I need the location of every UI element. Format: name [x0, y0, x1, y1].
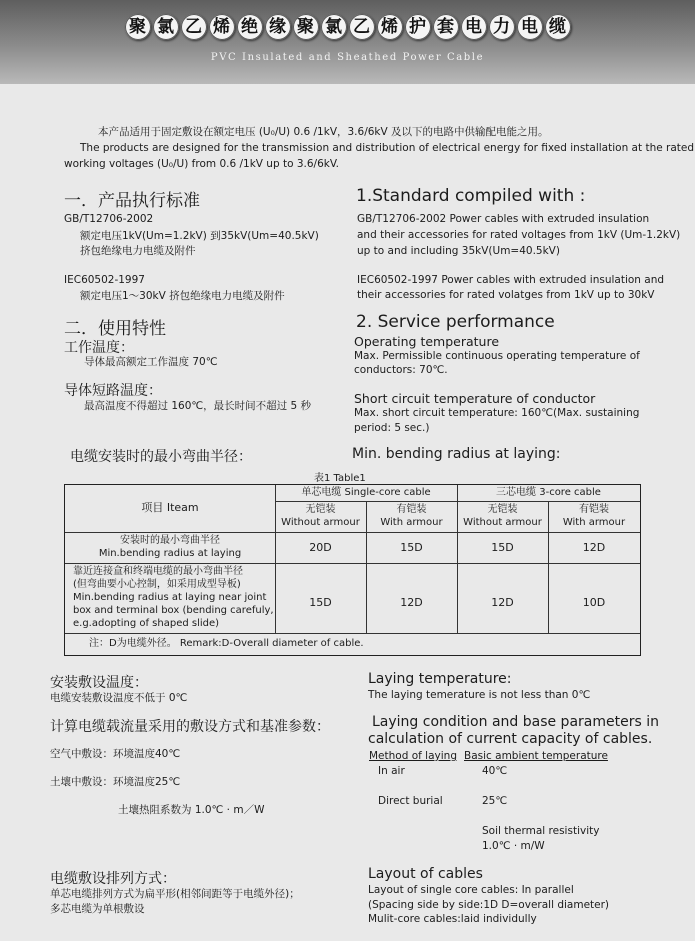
- bending-heading-cn: 电缆安装时的最小弯曲半径：: [70, 449, 252, 465]
- title-char: 电: [461, 14, 487, 40]
- title-char: 聚: [293, 14, 319, 40]
- service-heading-en: 2. Service performance: [356, 312, 555, 332]
- standard-gb: GB/T12706-2002: [64, 213, 154, 225]
- layout-cn-l2: 多芯电缆为单根敷设: [50, 903, 145, 915]
- table-cell: 15D: [491, 541, 514, 554]
- standard-en-l2: and their accessories for rated voltages from 1kV (Um-1.2kV): [357, 229, 681, 241]
- temp-air: 40℃: [482, 765, 508, 777]
- soil-resistivity-value: 1.0℃ · m/W: [482, 840, 545, 852]
- operating-temp-heading-en: Operating temperature: [354, 334, 500, 349]
- standard-en-l4: IEC60502-1997 Power cables with extruded insulation and: [357, 274, 665, 286]
- title-char: 氯: [153, 14, 179, 40]
- table-cell: 15D: [400, 541, 423, 554]
- laying-temp-heading-cn: 安装敷设温度：: [50, 675, 148, 691]
- layout-heading-en: Layout of cables: [368, 866, 483, 882]
- table-subheader-cn: 无铠装: [305, 504, 336, 515]
- intro-en-line2: working voltages (U₀/U) from 0.6 /1kV up to 3.6/6kV.: [64, 158, 339, 170]
- table-single-core-header: 单芯电缆 Single-core cable: [301, 487, 431, 498]
- title-char: 聚: [125, 14, 151, 40]
- title-char: 力: [489, 14, 515, 40]
- operating-temp-heading-cn: 工作温度：: [64, 340, 134, 356]
- table-caption: 表1 Table1: [314, 473, 366, 484]
- layout-heading-cn: 电缆敷设排列方式：: [50, 871, 176, 887]
- title-char: 乙: [349, 14, 375, 40]
- bending-heading-en: Min. bending radius at laying:: [352, 446, 561, 462]
- laying-soil-cn: 土壤中敷设：环境温度25℃: [50, 776, 181, 788]
- title-char: 电: [517, 14, 543, 40]
- laying-temp-heading-en: Laying temperature:: [368, 671, 512, 687]
- operating-temp-en-l1: Max. Permissible continuous operating temperature of: [354, 350, 640, 362]
- table-cell: 10D: [582, 596, 606, 609]
- laying-condition-heading-cn: 计算电缆载流量采用的敷设方式和基准参数：: [50, 719, 330, 735]
- standard-heading-cn: 一．产品执行标准: [64, 191, 200, 211]
- laying-temp-desc-cn: 电缆安装敷设温度不低于 0℃: [50, 692, 188, 704]
- page-subtitle: PVC Insulated and Sheathed Power Cable: [210, 52, 485, 63]
- title-char: 绝: [237, 14, 263, 40]
- laying-temp-desc-en: The laying temerature is not less than 0℃: [368, 689, 591, 701]
- short-circuit-heading-cn: 导体短路温度：: [64, 383, 162, 399]
- table-cell: 12D: [582, 541, 606, 554]
- standard-iec-desc: 额定电压1～30kV 挤包绝缘电力电缆及附件: [80, 290, 285, 302]
- layout-en-l3: Mulit-core cables:laid individully: [368, 913, 537, 925]
- title-char: 缆: [545, 14, 571, 40]
- operating-temp-desc-cn: 导体最高额定工作温度 70℃: [84, 356, 218, 368]
- table-subheader-cn: 有铠装: [396, 504, 427, 515]
- table-row1-label-cn: 安装时的最小弯曲半径: [120, 535, 220, 546]
- table-cell: 12D: [400, 596, 423, 609]
- standard-en-l3: up to and including 35kV(Um=40.5kV): [357, 245, 560, 257]
- method-direct-burial: Direct burial: [378, 795, 443, 807]
- laying-air-cn: 空气中敷设：环境温度40℃: [50, 748, 181, 760]
- standard-en-l5: their accessories for rated volatges from 1kV up to 30kV: [357, 289, 655, 301]
- table-subheader-en: Without armour: [281, 517, 360, 528]
- standard-gb-desc2: 挤包绝缘电力电缆及附件: [80, 245, 196, 257]
- soil-resistivity-label: Soil thermal resistivity: [482, 825, 600, 837]
- title-banner: [0, 0, 695, 84]
- table-subheader-cn: 无铠装: [487, 504, 518, 515]
- title-char: 烯: [377, 14, 403, 40]
- table-row2-label-l2: (但弯曲要小心控制，如采用成型导板): [73, 579, 241, 590]
- table-row2-label-l3: Min.bending radius at laying near joint: [73, 592, 267, 603]
- short-circuit-en-l2: period: 5 sec.): [354, 422, 430, 434]
- table-row2-label-l5: e.g.adopting of shaped slide): [73, 618, 220, 629]
- laying-condition-heading-en-l1: Laying condition and base parameters in: [372, 714, 659, 730]
- table-subheader-en: Without armour: [463, 517, 542, 528]
- temp-column-header: Basic ambient temperature: [464, 750, 608, 762]
- layout-en-l2: (Spacing side by side:1D D=overall diameter): [368, 899, 610, 911]
- table-rule: [65, 532, 640, 533]
- table-cell: 20D: [309, 541, 332, 554]
- title-char: 缘: [265, 14, 291, 40]
- service-heading-cn: 二．使用特性: [64, 319, 166, 339]
- method-column-header: Method of laying: [369, 750, 457, 762]
- table-subheader-cn: 有铠装: [579, 504, 609, 515]
- title-char: 烯: [209, 14, 235, 40]
- table-cell: 15D: [309, 596, 332, 609]
- table-cell: 12D: [491, 596, 514, 609]
- table-rule: [65, 633, 640, 634]
- table-subheader-en: With armour: [562, 517, 626, 528]
- layout-en-l1: Layout of single core cables: In parallel: [368, 884, 574, 896]
- table-row1-label-en: Min.bending radius at laying: [98, 548, 242, 559]
- intro-cn: 本产品适用于固定敷设在额定电压 (U₀/U) 0.6 /1kV，3.6/6kV 及以下的电路中供输配电能之用。: [98, 126, 549, 138]
- table-note: 注：D为电缆外径。 Remark:D-Overall diameter of cable.: [89, 638, 364, 649]
- temp-direct-burial: 25℃: [482, 795, 508, 807]
- short-circuit-en-l1: Max. short circuit temperature: 160℃(Max. sustaining: [354, 407, 640, 419]
- table-row2-label-l1: 靠近连接盒和终端电缆的最小弯曲半径: [73, 566, 243, 577]
- layout-cn-l1: 单芯电缆排列方式为扁平形(相邻间距等于电缆外径)；: [50, 888, 300, 900]
- bending-radius-table: [64, 484, 641, 656]
- standard-heading-en: 1.Standard compiled with :: [356, 186, 586, 206]
- title-char: 乙: [181, 14, 207, 40]
- short-circuit-heading-en: Short circuit temperature of conductor: [354, 391, 596, 406]
- table-three-core-header: 三芯电缆 3-core cable: [496, 487, 601, 498]
- title-char: 氯: [321, 14, 347, 40]
- short-circuit-desc-cn: 最高温度不得超过 160℃，最长时间不超过 5 秒: [84, 400, 312, 412]
- soil-resistivity-cn: 土壤热阻系数为 1.0℃ · m／W: [118, 804, 265, 816]
- standard-iec: IEC60502-1997: [64, 274, 145, 286]
- table-rule: [65, 563, 640, 564]
- standard-gb-desc1: 额定电压1kV(Um=1.2kV) 到35kV(Um=40.5kV): [80, 230, 319, 242]
- method-air: In air: [378, 765, 405, 777]
- page-title-cn: [0, 14, 695, 40]
- intro-en-line1: The products are designed for the transmission and distribution of electrical energy for fixed installation at the rated: [80, 142, 695, 154]
- table-row2-label-l4: box and terminal box (bending carefuly,: [73, 605, 274, 616]
- table-item-header: 项目 Iteam: [141, 501, 199, 514]
- standard-en-l1: GB/T12706-2002 Power cables with extruded insulation: [357, 213, 650, 225]
- table-subheader-en: With armour: [380, 517, 443, 528]
- title-char: 套: [433, 14, 459, 40]
- title-char: 护: [405, 14, 431, 40]
- laying-condition-heading-en-l2: calculation of current capacity of cables.: [368, 731, 653, 747]
- operating-temp-en-l2: conductors: 70℃.: [354, 364, 448, 376]
